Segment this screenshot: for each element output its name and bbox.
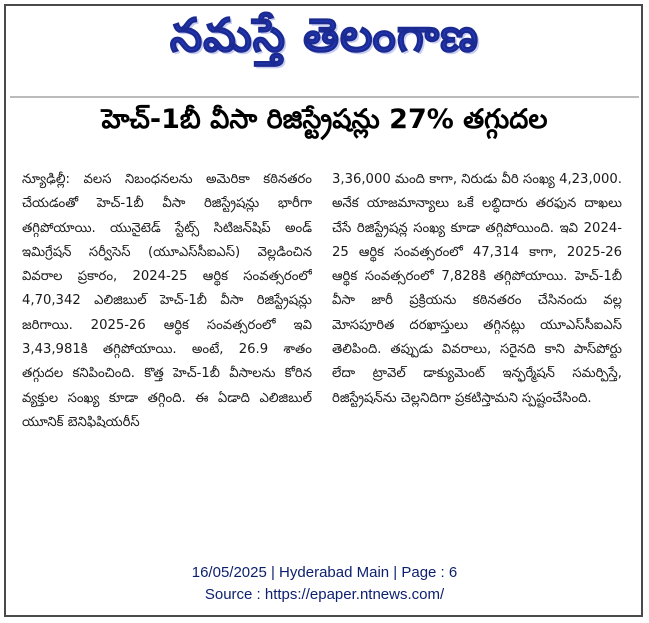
- footer-source-link[interactable]: Source : https://epaper.ntnews.com/: [204, 586, 445, 603]
- article-text-column-1: న్యూఢిల్లీ: వలస నిబంధనలను అమెరికా కఠినతరం చేయడంతో హెచ్‌-1బీ వీసా రిజిస్ట్రేషన్లు భారీగా తగ్గిపోయాయి. యునైటెడ్ స్టేట్స్ సిటిజన్‌షిప్ అండ్ ఇమిగ్రేషన్ సర్వీసెస్ (యూఎస్‌సీఐఎస్) వెల్లడించిన వివరాల ప్రకారం, 2024-25 ఆర్థిక సంవత్సరంలో 4,70,342 ఎలిజిబుల్ హెచ్‌-1బీ వీసా రిజిస్ట్రేషన్లు జరిగాయి. 2025-26 ఆర్థిక సంవత్సరంలో ఇవి 3,43,981కి తగ్గిపోయాయి. అంటే, 26.9 శాతం తగ్గుదల కనిపించింది. కొత్త హెచ్‌-1బీ వీసాలను కోరిన వ్యక్తుల సంఖ్య కూడా తగ్గింది. ఈ ఏడాది ఎలిజిబుల్ యూనిక్ బెనిఫిషియరీస్: [22, 172, 312, 430]
- footer-edition-line: 16/05/2025 | Hyderabad Main | Page : 6: [191, 564, 458, 581]
- article-column-1: [22, 168, 312, 538]
- article-headline: హెచ్‌-1బీ వీసా రిజిస్ట్రేషన్లు 27% తగ్గుదల: [101, 104, 548, 135]
- newspaper-masthead: నమస్తే తెలంగాణ: [169, 8, 480, 62]
- article-body: [22, 168, 622, 538]
- clipping-footer: [0, 562, 649, 606]
- article-column-2: [332, 168, 622, 538]
- masthead-divider: [10, 96, 639, 98]
- article-text-column-2: 3,36,000 మంది కాగా, నిరుడు వీరి సంఖ్య 4,23,000. అనేక యాజమాన్యాలు ఒకే లబ్ధిదారు తరఫున దాఖలు చేసే రిజిస్ట్రేషన్ల సంఖ్య కూడా తగ్గిపోయింది. ఇవి 2024-25 ఆర్థిక సంవత్సరంలో 47,314 కాగా, 2025-26 ఆర్థిక సంవత్సరంలో 7,828కి తగ్గిపోయాయి. హెచ్‌-1బీ వీసా జారీ ప్రక్రియను కఠినతరం చేసినందు వల్ల మోసపూరిత దరఖాస్తులు తగ్గినట్లు యూఎస్‌సీఐఎస్ తెలిపింది. తప్పుడు వివరాలు, సరైనది కాని పాస్‌పోర్టు లేదా ట్రావెల్ డాక్యుమెంట్ ఇన్ఫర్మేషన్ సమర్పిస్తే, రిజిస్ట్రేషన్‌ను చెల్లనిదిగా ప్రకటిస్తామని స్పష్టంచేసింది.: [332, 172, 622, 406]
